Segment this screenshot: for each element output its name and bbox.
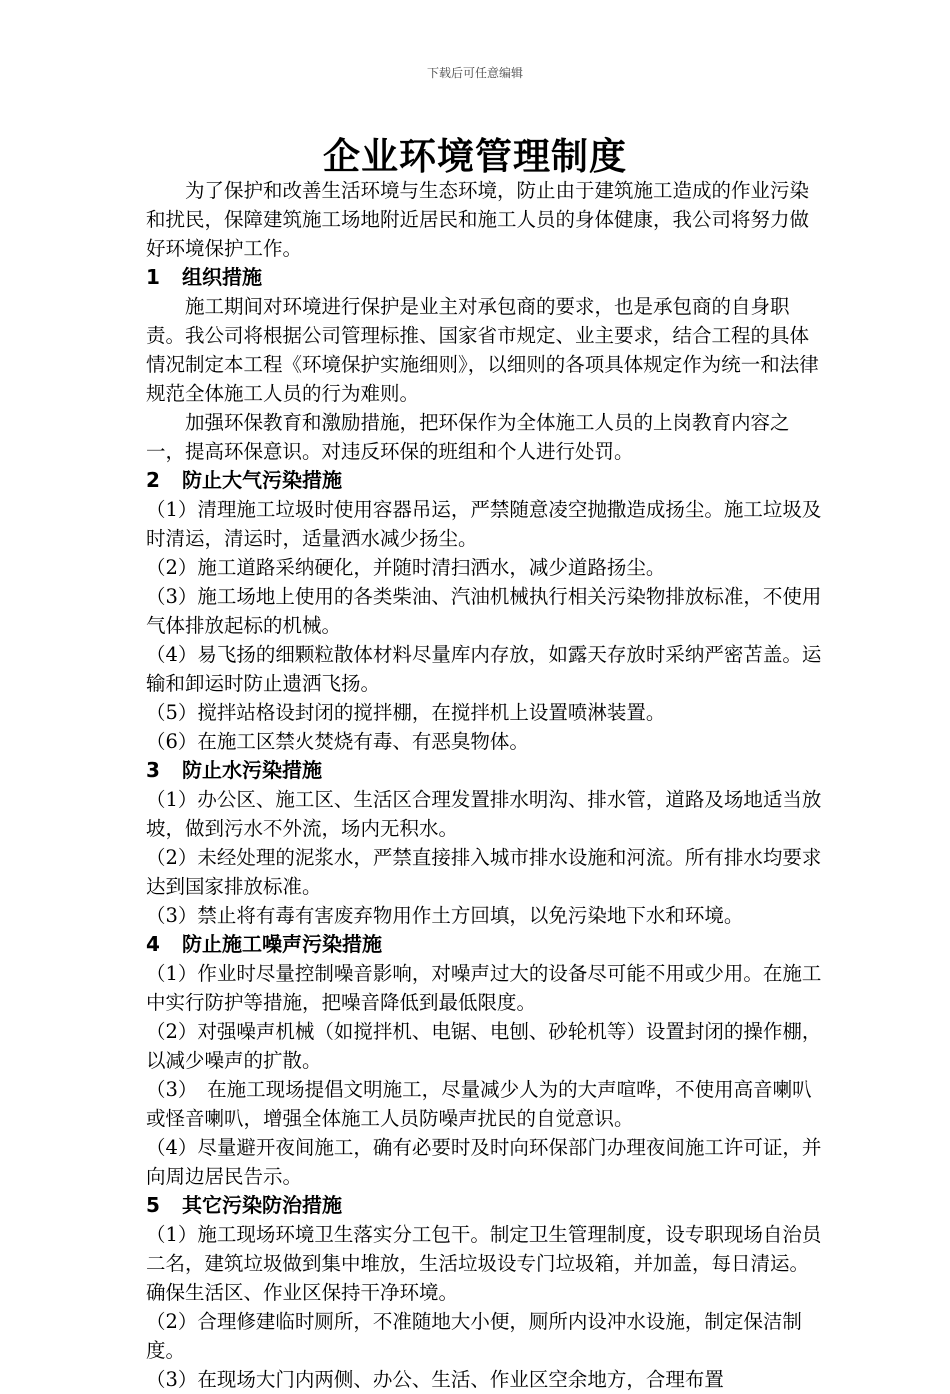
section-title: 防止大气污染措施 — [182, 468, 342, 492]
list-item: （3）禁止将有毒有害废弃物用作土方回填，以免污染地下水和环境。 — [146, 904, 744, 927]
list-item: （1）清理施工垃圾时使用容器吊运，严禁随意凌空抛撒造成扬尘。施工垃圾及时清运，清运时，适量洒水减少扬尘。 — [146, 498, 822, 550]
paragraph: 施工期间对环境进行保护是业主对承包商的要求，也是承包商的自身职责。我公司将根据公司管理标推、国家省市规定、业主要求，结合工程的具体情况制定本工程《环境保护实施细则》，以细则的各项具体规定作为统一和法律规范全体施工人员的行为难则。 — [146, 295, 819, 405]
document-body — [146, 176, 826, 1394]
list-item: （2）对强噪声机械（如搅拌机、电锯、电刨、砂轮机等）设置封闭的操作棚，以减少噪声的扩散。 — [146, 1020, 822, 1072]
section-title: 防止施工噪声污染措施 — [182, 932, 382, 956]
list-item: （3）施工场地上使用的各类柴油、汽油机械执行相关污染物排放标准，不使用气体排放起标的机械。 — [146, 585, 822, 637]
list-item: （6）在施工区禁火焚烧有毒、有恶臭物体。 — [146, 730, 529, 753]
list-item: （3）在现场大门内两侧、办公、生活、作业区空余地方，合理布置 — [146, 1368, 724, 1391]
section-number: 1 — [146, 265, 160, 289]
list-item: （1）作业时尽量控制噪音影响，对噪声过大的设备尽可能不用或少用。在施工中实行防护等措施，把噪音降低到最低限度。 — [146, 962, 822, 1014]
section-number: 3 — [146, 758, 160, 782]
list-item: （1）办公区、施工区、生活区合理发置排水明沟、排水管，道路及场地适当放坡，做到污水不外流，场内无积水。 — [146, 788, 822, 840]
paragraph: 加强环保教育和激励措施，把环保作为全体施工人员的上岗教育内容之一，提高环保意识。对违反环保的班组和个人进行处罚。 — [146, 411, 790, 463]
list-item: （4）尽量避开夜间施工，确有必要时及时向环保部门办理夜间施工许可证，并向周边居民告示。 — [146, 1136, 822, 1188]
list-item: （2）未经处理的泥浆水，严禁直接排入城市排水设施和河流。所有排水均要求达到国家排放标准。 — [146, 846, 822, 898]
section-heading-1 — [146, 263, 826, 292]
section-title: 防止水污染措施 — [182, 758, 322, 782]
list-item: （1）施工现场环境卫生落实分工包干。制定卫生管理制度，设专职现场自治员二名，建筑垃圾做到集中堆放，生活垃圾设专门垃圾箱，并加盖，每日清运。确保生活区、作业区保持干净环境。 — [146, 1223, 822, 1304]
section-title: 组织措施 — [182, 265, 262, 289]
section-heading-3 — [146, 756, 826, 785]
section-heading-4 — [146, 930, 826, 959]
intro-paragraph: 为了保护和改善生活环境与生态环境，防止由于建筑施工造成的作业污染和扰民，保障建筑施工场地附近居民和施工人员的身体健康，我公司将努力做好环境保护工作。 — [146, 179, 810, 260]
section-number: 5 — [146, 1193, 160, 1217]
list-item: （3） 在施工现场提倡文明施工，尽量减少人为的大声喧哗，不使用高音喇叭或怪音喇叭，增强全体施工人员防噪声扰民的自觉意识。 — [146, 1078, 812, 1130]
header-note: 下载后可任意编辑 — [426, 66, 523, 80]
list-item: （2）施工道路采纳硬化，并随时清扫洒水，减少道路扬尘。 — [146, 556, 666, 579]
list-item: （5）搅拌站格设封闭的搅拌棚，在搅拌机上设置喷淋装置。 — [146, 701, 666, 724]
section-number: 2 — [146, 468, 160, 492]
section-heading-5 — [146, 1191, 826, 1220]
list-item: （4）易飞扬的细颗粒散体材料尽量库内存放，如露天存放时采纳严密苫盖。运输和卸运时防止遗洒飞扬。 — [146, 643, 822, 695]
list-item: （2）合理修建临时厕所，不准随地大小便，厕所内设冲水设施，制定保洁制度。 — [146, 1310, 802, 1362]
document-title: 企业环境管理制度 — [323, 135, 627, 178]
section-number: 4 — [146, 932, 160, 956]
section-heading-2 — [146, 466, 826, 495]
section-title: 其它污染防治措施 — [182, 1193, 342, 1217]
